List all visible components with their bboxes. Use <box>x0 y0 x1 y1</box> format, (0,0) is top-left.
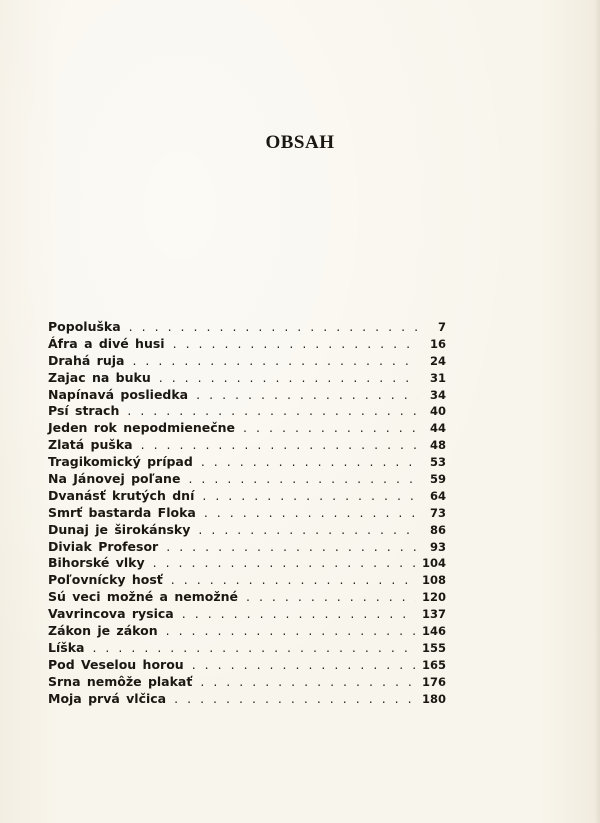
toc-entry <box>48 555 446 572</box>
toc-dot-leader <box>166 623 416 638</box>
page-title: OBSAH <box>265 132 335 153</box>
toc-dot-leader <box>246 589 416 604</box>
toc-entry <box>48 539 446 556</box>
toc-entry-title: Napínavá posliedka <box>48 386 189 402</box>
toc-entry <box>48 623 446 640</box>
toc-entry-title: Jeden rok nepodmienečne <box>48 420 236 436</box>
toc-entry <box>48 319 446 336</box>
toc-entry-page-number: 180 <box>421 691 446 706</box>
toc-entry-page-number: 40 <box>429 404 446 419</box>
toc-entry-page-number: 7 <box>437 320 446 334</box>
toc-entry-page-number: 48 <box>429 438 446 453</box>
toc-dot-leader <box>141 437 418 452</box>
toc-entry-page-number: 165 <box>421 657 446 672</box>
toc-entry-title: Líška <box>48 639 85 655</box>
toc-entry-title: Zlatá puška <box>48 437 133 453</box>
toc-entry <box>48 606 446 623</box>
toc-dot-leader <box>166 539 418 554</box>
toc-entry-title: Zákon je zákon <box>48 623 158 639</box>
toc-entry <box>48 353 446 370</box>
toc-entry-page-number: 137 <box>421 607 446 622</box>
toc-entry-title: Diviak Profesor <box>48 538 159 554</box>
toc-entry-page-number: 104 <box>421 556 446 571</box>
toc-dot-leader <box>171 572 416 587</box>
toc-entry <box>48 488 446 505</box>
toc-entry-page-number: 16 <box>429 336 446 351</box>
toc-dot-leader <box>192 657 416 672</box>
toc-entry <box>48 674 446 691</box>
toc-entry <box>48 471 446 488</box>
toc-entry-page-number: 155 <box>421 640 446 655</box>
toc-entry-title: Sú veci možné a nemožné <box>48 589 238 605</box>
toc-entry-title: Dunaj je širokánsky <box>48 521 191 537</box>
toc-entry <box>48 505 446 522</box>
toc-entry <box>48 420 446 437</box>
toc-entry-title: Vavrincova rysica <box>48 606 174 622</box>
toc-entry-page-number: 93 <box>429 539 446 554</box>
toc-dot-leader <box>202 488 418 503</box>
toc-dot-leader <box>196 387 418 402</box>
toc-entry-page-number: 64 <box>429 488 446 503</box>
toc-entry <box>48 691 446 708</box>
toc-entry <box>48 336 446 353</box>
toc-entry-title: Smrť bastarda Floka <box>48 504 196 520</box>
toc-entry-title: Na Jánovej poľane <box>48 471 181 487</box>
toc-entry-title: Bihorské vlky <box>48 555 145 571</box>
toc-entry <box>48 387 446 404</box>
toc-entry-title: Tragikomický prípad <box>48 454 193 470</box>
toc-dot-leader <box>132 353 418 368</box>
toc-entry-page-number: 59 <box>429 472 446 487</box>
toc-entry <box>48 589 446 606</box>
toc-dot-leader <box>174 691 416 706</box>
toc-entry <box>48 370 446 387</box>
toc-entry-title: Pod Veselou horou <box>48 656 184 672</box>
toc-entry-title: Dvanásť krutých dní <box>48 487 195 503</box>
toc-dot-leader <box>182 606 416 621</box>
table-of-contents <box>48 319 446 707</box>
toc-entry <box>48 657 446 674</box>
toc-dot-leader <box>188 471 418 486</box>
toc-entry-title: Drahá ruja <box>48 352 125 368</box>
toc-entry <box>48 403 446 420</box>
toc-entry-page-number: 146 <box>421 624 446 639</box>
toc-dot-leader <box>159 370 418 385</box>
toc-entry-page-number: 108 <box>421 573 446 588</box>
toc-dot-leader <box>153 555 416 570</box>
toc-entry-page-number: 53 <box>429 455 446 470</box>
toc-dot-leader <box>204 505 418 520</box>
toc-dot-leader <box>198 522 418 537</box>
toc-entry <box>48 454 446 471</box>
toc-entry-title: Áfra a divé husi <box>48 335 165 351</box>
toc-entry <box>48 437 446 454</box>
toc-entry-page-number: 24 <box>429 353 446 368</box>
toc-entry <box>48 572 446 589</box>
toc-entry-page-number: 34 <box>429 387 446 402</box>
toc-entry-title: Zajac na buku <box>48 369 151 385</box>
toc-dot-leader <box>173 336 418 351</box>
toc-dot-leader <box>129 319 418 334</box>
toc-dot-leader <box>127 403 418 418</box>
toc-entry-title: Psí strach <box>48 403 120 419</box>
toc-entry <box>48 522 446 539</box>
toc-dot-leader <box>201 454 418 469</box>
toc-entry-page-number: 86 <box>429 522 446 537</box>
toc-entry-page-number: 31 <box>429 370 446 385</box>
page-edge-shadow <box>594 0 600 823</box>
toc-entry-page-number: 73 <box>429 505 446 520</box>
toc-dot-leader <box>243 420 418 435</box>
toc-entry-title: Popoluška <box>48 319 121 334</box>
toc-entry-title: Poľovnícky hosť <box>48 572 163 588</box>
toc-entry-page-number: 176 <box>421 674 446 689</box>
toc-entry-page-number: 44 <box>429 421 446 436</box>
toc-entry <box>48 640 446 657</box>
toc-dot-leader <box>200 674 416 689</box>
toc-entry-title: Moja prvá vlčica <box>48 690 167 706</box>
toc-dot-leader <box>92 640 416 655</box>
toc-entry-page-number: 120 <box>421 590 446 605</box>
toc-entry-title: Srna nemôže plakať <box>48 673 193 689</box>
